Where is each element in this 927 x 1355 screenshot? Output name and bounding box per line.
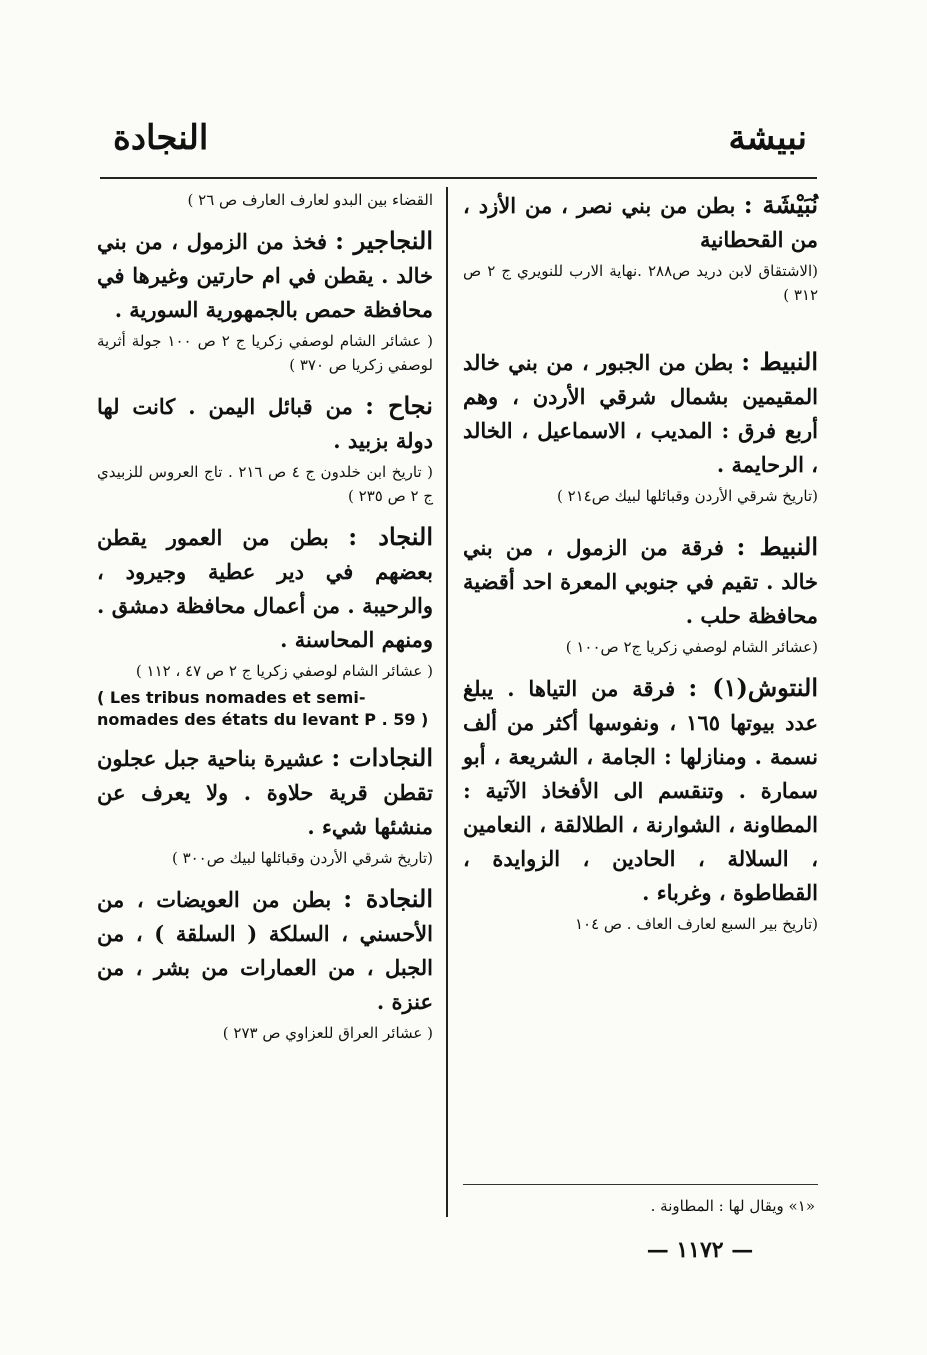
right-column	[463, 188, 818, 948]
entry-source: (تاريخ شرقي الأردن وقبائلها لبيك ص٢١٤ )	[556, 487, 818, 505]
entry-source: (الاشتقاق لابن دريد ص٢٨٨ .نهاية الارب للنويري ج ٢ ص ٣١٢ )	[463, 262, 819, 304]
entry	[97, 882, 433, 1045]
entry-text: فرقة من الزمول ، من بني خالد . تقيم في جنوبي المعرة احد أقضية محافظة حلب .	[463, 535, 818, 628]
footnote-rule	[463, 1184, 818, 1185]
entry-term: النبيط :	[741, 347, 818, 376]
entry-source: ( عشائر الشام لوصفي زكريا ج ٢ ص ٤٧ ، ١١٢ )	[135, 662, 433, 680]
entry-text: بطن من الجبور ، من بني خالد المقيمين بشمال شرقي الأردن ، وهم أربع فرق : المديب ، الاسماعيل ، الخالد ، الرحايمة .	[463, 350, 818, 477]
entry-source: ( تاريخ ابن خلدون ج ٤ ص ٢١٦ . تاج العروس للزبيدي ج ٢ ص ٢٣٥ )	[97, 463, 434, 505]
french-citation: ( Les tribus nomades et semi-nomades des états du levant P . 59 )	[97, 688, 429, 729]
entry-source: (تاريخ شرقي الأردن وقبائلها لبيك ص٣٠٠ )	[171, 849, 433, 867]
entry-source: ( عشائر الشام لوصفي زكريا ج ٢ ص ١٠٠ جولة أثرية لوصفي زكريا ص ٣٧٠ )	[97, 332, 434, 374]
entry-term: النبيط :	[736, 532, 818, 561]
entry-term: النجاد :	[348, 522, 433, 551]
entry-source: (عشائر الشام لوصفي زكريا ج٢ ص١٠٠ )	[565, 638, 818, 656]
entry-term: النجادة :	[343, 884, 433, 913]
running-header-left: النجادة	[113, 118, 209, 158]
entry-text: فرقة من التياها . يبلغ عدد بيوتها ١٦٥ ، ونفوسها أكثر من ألف نسمة . ومنازلها : الجامة ، الشريعة ، أبو سمارة . وتنقسم الى الأفخاذ الآتية : المطاونة ، الشوارنة ، الطلالقة ، النعامين ، السلالة ، الحادين ، الزوايدة ، القطاطوة ، وغرباء .	[463, 676, 818, 905]
entry-term: نجاح :	[365, 391, 433, 420]
entry-text: بطن من العويضات ، من الأحسني ، السلكة ( السلقة ) ، من الجبل ، من العمارات من بشر ، من عنزة .	[97, 887, 433, 1014]
entry	[97, 389, 433, 508]
entry-text: عشيرة بناحية جبل عجلون تقطن قرية حلاوة . ولا يعرف عن منشئها شيء .	[97, 746, 433, 839]
page-number: — ١١٧٢ —	[646, 1237, 754, 1263]
entry-source: (تاريخ بير السبع لعارف العاف . ص ١٠٤	[574, 915, 818, 933]
column-divider	[446, 187, 448, 1217]
header-rule	[100, 177, 817, 179]
entry-term: نُبَيْشَة :	[743, 190, 818, 219]
entry	[97, 224, 433, 377]
entry-source: ( عشائر العراق للعزاوي ص ٢٧٣ )	[222, 1024, 433, 1042]
entry-term: النتوش(١) :	[688, 673, 818, 702]
left-column	[97, 188, 433, 1057]
entry	[463, 671, 818, 936]
entry-text: بطن من بني نصر ، من الأزد ، من القحطانية	[463, 193, 818, 252]
entry	[463, 345, 818, 508]
entry	[463, 188, 818, 307]
entry-text: فخذ من الزمول ، من بني خالد . يقطن في ام حارتين وغيرها في محافظة حمص بالجمهورية السورية .	[97, 229, 433, 322]
entry	[97, 520, 433, 731]
entry-text: بطن من العمور يقطن بعضهم في دير عطية وجيرود ، والرحيبة . من أعمال محافظة دمشق . ومنهم المحاسنة .	[97, 525, 433, 652]
footnote: «١» ويقال لها : المطاونة .	[650, 1197, 815, 1215]
entry-source-continued: القضاء بين البدو لعارف العارف ص ٢٦ )	[187, 191, 433, 209]
entry-term: النجادات :	[331, 743, 433, 772]
running-header-right: نبيشة	[728, 118, 807, 158]
entry	[463, 530, 818, 659]
entry	[97, 741, 433, 870]
entry-term: النجاجير :	[335, 226, 433, 255]
entry-text: من قبائل اليمن . كانت لها دولة بزبيد .	[97, 394, 433, 453]
